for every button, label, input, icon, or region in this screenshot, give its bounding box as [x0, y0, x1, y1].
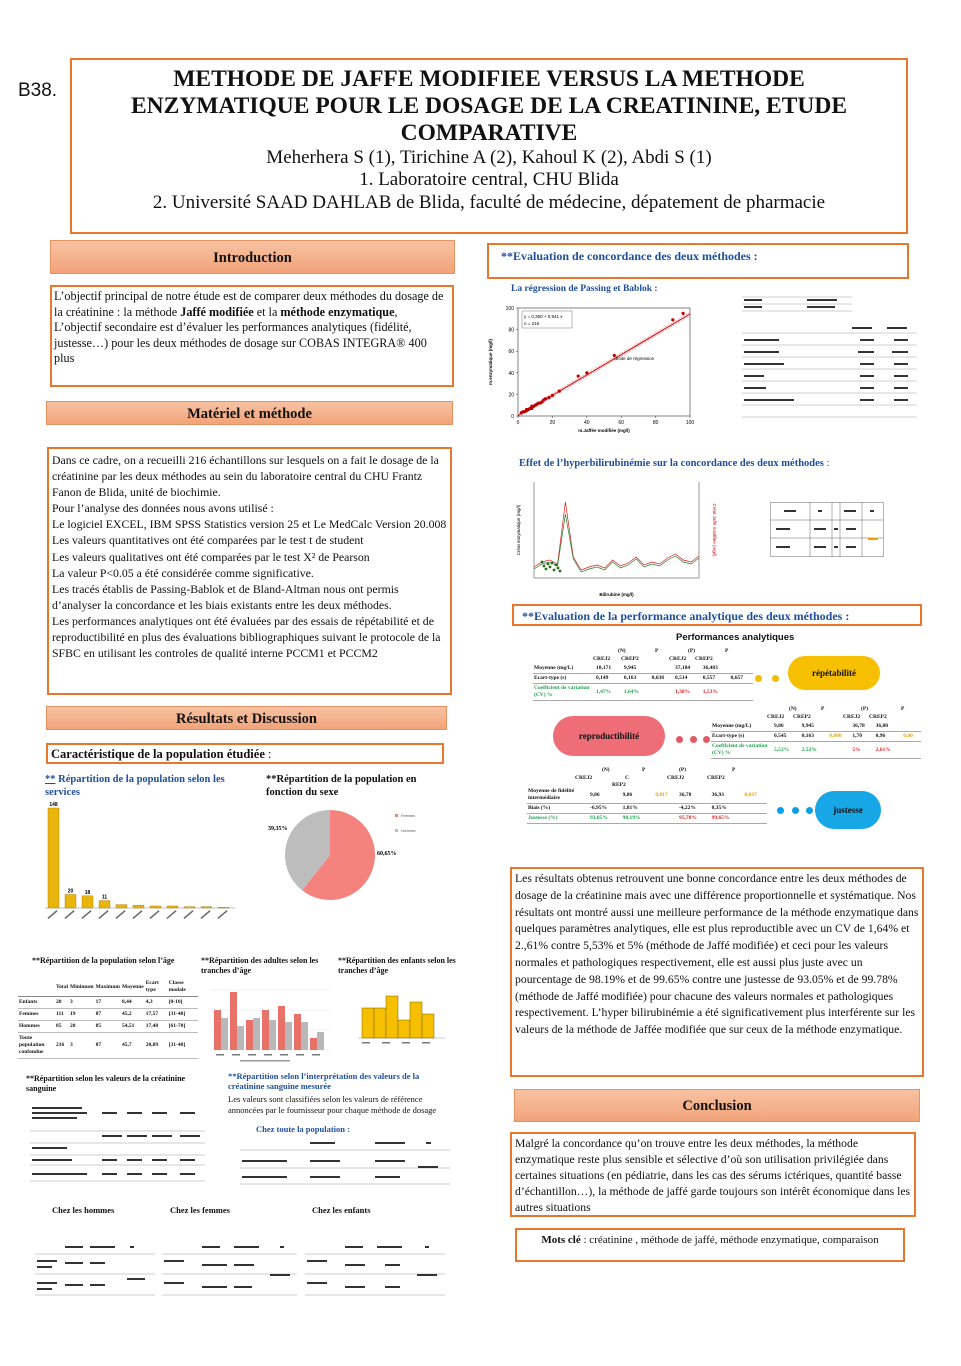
bar: [116, 905, 127, 908]
dot: [690, 736, 697, 743]
tick-label: [183, 910, 193, 919]
data-point: [559, 570, 562, 573]
data-point: [577, 374, 580, 377]
x-tick-label: 100: [685, 420, 695, 426]
table-cell: [651, 664, 674, 674]
tick-label: [200, 910, 210, 919]
bar-label: 148: [49, 802, 58, 808]
data-point: [551, 562, 554, 565]
table-cell: 0,557: [702, 674, 730, 684]
services-bar-chart: [40, 800, 240, 925]
conclusion-box: Malgré la concordance qu’on trouve entre les deux méthodes, la méthode enzymatique reste plus sensible et sélective d’où son utilisation privilégiée dans certaines situations (en pédiatrie, dans les cas des sérums ictériques, quantité basse d’échantillon…), la méthode de jaffé garde toujours son intérêt économique dans les autres situations: [510, 1132, 916, 1217]
bar: [167, 906, 178, 908]
table-row: [711, 732, 921, 742]
table-cell: 0,96: [875, 732, 903, 742]
title-box: [70, 58, 908, 234]
table-cell: [651, 684, 674, 701]
table-cell: 36,80: [875, 722, 903, 732]
tick-label: [64, 910, 74, 919]
table-row: [18, 1033, 198, 1059]
table-cell: 36,93: [711, 787, 744, 804]
table-cell: 99,65%: [711, 814, 744, 824]
data-point: [549, 566, 552, 569]
x-axis-label: Bilirubine (mg/l): [599, 592, 634, 597]
table-cell: [743, 814, 767, 824]
whole-pop-table: [240, 1138, 450, 1186]
data-point: [547, 563, 550, 566]
bar: [201, 907, 212, 908]
intro-heading: Introduction: [50, 240, 455, 274]
table-row: [18, 1021, 198, 1033]
bar-label: 20: [67, 888, 74, 895]
table-row: [18, 1009, 198, 1021]
intro-p2: L’objectif secondaire est d’évaluer les performances analytiques (fidélité, justesse…) pour les deux méthodes de dosage sur COBAS INTEGRA® 400 plus: [54, 320, 427, 366]
header-cell: Minimum: [69, 978, 95, 997]
table-cell: 1,70: [851, 732, 874, 742]
y-tick-label: 0: [511, 414, 514, 420]
table-cell: 2,61%: [875, 742, 903, 759]
data-point: [547, 396, 550, 399]
table-cell: 0,017: [654, 787, 678, 804]
table-cell: 8,44: [121, 997, 145, 1009]
justesse-cloud: justesse: [815, 791, 881, 829]
repeat-table: (N) P (P) P CREJ2 CREP2 CREJ2 CREP2 Moyenne (mg/L) 10,171 9,945 37,184 36,483 Ecart-type (s) 0,149 0,163 0,638 0,514 0,557 0,657 Coefficient de variation (CV) % 1,47% 1,64% 1,38% 1,53%: [533, 648, 753, 701]
tick-label: [402, 1042, 410, 1044]
table-cell: 85: [95, 1021, 121, 1033]
table-cell: Moyenne de fidélité intermédiaire: [527, 787, 589, 804]
table-cell: [828, 722, 851, 732]
poster-code: B38.: [18, 80, 58, 101]
interp-text: Les valeurs sont classifiées selon les valeurs de référence annoncées par le fournisseur pour chaque méthode de dosage: [228, 1094, 437, 1115]
tick-label: [149, 910, 159, 919]
table-row: [533, 664, 753, 674]
tick-label: [280, 1054, 288, 1056]
tick-label: [216, 1054, 224, 1056]
pb-stats-table: [742, 295, 917, 420]
data-point: [553, 569, 556, 572]
bar-femmes: [294, 1014, 301, 1050]
tick-label: [248, 1054, 256, 1056]
table-row: [711, 722, 921, 732]
dot: [676, 736, 683, 743]
table-cell: 0,638: [651, 674, 674, 684]
bar-hommes: [269, 1020, 276, 1050]
table-cell: -6,95%: [589, 804, 622, 814]
results-heading: Résultats et Discussion: [46, 706, 447, 730]
sex-title: **Répartition de la population en fonction du sexe: [266, 774, 417, 798]
table-cell: 45,7: [121, 1033, 145, 1059]
bar-femmes: [230, 992, 237, 1050]
header-cell: Classe modale: [168, 978, 198, 997]
table-cell: 9,945: [801, 722, 829, 732]
passing-bablok-chart: [482, 298, 704, 446]
data-point: [585, 371, 588, 374]
bar: [65, 894, 76, 908]
dot: [755, 675, 762, 682]
tick-label: [422, 1042, 430, 1044]
table-cell: 0,00: [902, 732, 921, 742]
table-cell: -4,22%: [678, 804, 711, 814]
table-cell: 9,86: [773, 722, 801, 732]
bili-stats-table: [770, 502, 890, 557]
tick-label: [312, 1054, 320, 1056]
bar-hommes: [301, 1022, 308, 1050]
table-cell: 20: [55, 997, 69, 1009]
bar-hommes: [237, 1026, 244, 1050]
bilirubin-chart: [512, 474, 722, 599]
legend-swatch: [395, 829, 398, 832]
population-heading-box: Caractéristique de la population étudiée :: [46, 743, 444, 764]
table-cell: 37,184: [674, 664, 702, 674]
bar: [386, 996, 398, 1038]
discussion-box: Les résultats obtenus retrouvent une bonne concordance entre les deux méthodes de dosage de la créatinine mais avec une différence proportionnelle et systématique. Nos résultats ont montré aussi une meilleure performance de la méthode enzymatique dans quelques paramètres analytiques, elle est plus reproductible avec un CV de 1,64% et 2.,61% contre 5,53% et 5% (méthode de Jaffé modifiée) et ceci pour les valeurs normales et pathologiques respectivement, elle est aussi plus juste avec un pourcentage de 98.19% et de 99.65% contre une justesse de 93.05% et de 99.78% (méthode de Jaffé modifiée) pour chacune des valeurs normales et pathologiques respectivement. L’hyper bilirubinémie a été significativement plus interférente sur les valeurs de la méthode de Jaffée modifiée que sur ceux de la méthode enzymatique.: [510, 867, 924, 1077]
table-cell: 10,171: [595, 664, 623, 674]
conclusion-heading: Conclusion: [514, 1089, 920, 1122]
dot: [792, 807, 799, 814]
table-cell: 19: [69, 1009, 95, 1021]
table-row: [527, 804, 767, 814]
table-cell: 20,89: [145, 1033, 168, 1059]
sex-pie-chart: [255, 800, 455, 910]
table-cell: 87: [95, 1009, 121, 1021]
adult-title: **Répartition des adultes selon les tranches d’âge: [201, 956, 319, 975]
table-row: [533, 684, 753, 701]
table-cell: 1,81%: [622, 804, 655, 814]
header-cell: Total: [55, 978, 69, 997]
table-cell: 3: [69, 1033, 95, 1059]
x-axis-label: m.Jaffée modifiée (mg/l): [578, 428, 630, 433]
bar: [82, 896, 93, 908]
tick-label: [47, 910, 57, 919]
slice-label: 60,65%: [377, 851, 397, 857]
bar: [133, 905, 144, 908]
men-label: Chez les hommes: [52, 1205, 115, 1215]
x-tick-label: 80: [652, 420, 659, 426]
table-cell: 5%: [851, 742, 874, 759]
tick-label: [115, 910, 125, 919]
table-cell: [902, 722, 921, 732]
table-cell: 9,86: [622, 787, 655, 804]
data-point: [555, 564, 558, 567]
x-tick-label: 60: [618, 420, 624, 426]
table-cell: Ecart-type (s): [533, 674, 595, 684]
regression-label: droite de régression: [614, 355, 655, 361]
data-point: [541, 561, 544, 564]
table-cell: 0,000: [828, 732, 851, 742]
table-cell: 36,78: [678, 787, 711, 804]
bili-title: Effet de l’hyperbilirubinémie sur la concordance des deux méthodes :: [519, 458, 830, 469]
tick-label: [382, 1042, 390, 1044]
bar-hommes: [285, 1022, 292, 1050]
table-cell: Justesse (%): [527, 814, 589, 824]
table-cell: [654, 814, 678, 824]
tick-label: [232, 1054, 240, 1056]
children-label: Chez les enfants: [312, 1205, 371, 1215]
bar: [398, 1020, 410, 1038]
header-cell: [18, 978, 55, 997]
table-row: [18, 997, 198, 1009]
table-cell: 111: [55, 1009, 69, 1021]
tick-label: [81, 910, 91, 919]
table-cell: 0,163: [801, 732, 829, 742]
creat-title: **Répartition selon les valeurs de la créatinine sanguine: [26, 1074, 186, 1093]
table-cell: 17: [95, 997, 121, 1009]
adult-bar-chart: [200, 980, 335, 1065]
affiliation-2: 2. Université SAAD DAHLAB de Blida, faculté de médecine, dépatement de pharmacie: [152, 192, 826, 213]
men-table: [35, 1242, 155, 1297]
table-cell: [31-40]: [168, 1009, 198, 1021]
bar-label: 18: [84, 889, 91, 896]
table-cell: 0,163: [623, 674, 651, 684]
justesse-table: (N) P (P) P CREJ2 C REP2 CREJ2 CREP2 Moyenne de fidélité intermédiaire 9,86 9,86 0,017 36,78 36,93 0,037 Biais (%) -6,95% 1,81% -4,22% 0,35% Justesse (%) 93,05% 98,19% 95,78% 99,65%: [527, 767, 767, 824]
legend-swatch: [395, 814, 398, 817]
table-cell: [61-70]: [168, 1021, 198, 1033]
bar-femmes: [310, 1038, 317, 1050]
child-title: **Répartition des enfants selon les tranches d’âge: [338, 956, 456, 975]
table-cell: 1,53%: [702, 684, 730, 701]
table-cell: 17,57: [145, 1009, 168, 1021]
data-point: [682, 312, 685, 315]
table-cell: 87: [95, 1033, 121, 1059]
slice-label: 39,35%: [268, 826, 288, 832]
table-cell: 3: [69, 997, 95, 1009]
women-label: Chez les femmes: [170, 1205, 230, 1215]
table-cell: [730, 664, 753, 674]
tick-label: [98, 910, 108, 919]
bar: [374, 1008, 386, 1038]
bar-hommes: [317, 1032, 324, 1050]
dot: [703, 736, 710, 743]
table-cell: 20: [69, 1021, 95, 1033]
methods-box: Dans ce cadre, on a recueilli 216 échantillons sur lesquels on a fait le dosage de la créatinine par les deux méthodes au sein du laboratoire central du CHU Frantz Fanon de Blida, unité de biochimie. Pour l’analyse des données nous avons utilisé : Le logiciel EXCEL, IBM SPSS Statistics version 25 et Le MedCalc Version 20.008 Les valeurs quantitatives ont été comparées par le test t de student Les valeurs qualitatives ont été comparées par le test X² de Pearson La valeur P<0.05 a été considérée comme significative. Les tracés établis de Passing-Bablok et de Bland-Altman nous ont permis d’analyser la concordance et les biais existants entre les deux méthodes. Les performances analytiques ont été évaluées par des essais de répétabilité et de reproductibilité en plus des évaluations bibliographiques suivant le protocole de la SFBC en utilisant les controles de qualité interne PCCM1 et PCCM2: [47, 447, 452, 695]
data-point: [671, 318, 674, 321]
tick-label: [132, 910, 142, 919]
bar-hommes: [221, 1018, 228, 1050]
table-cell: 0,35%: [711, 804, 744, 814]
intro-box: L’objectif principal de notre étude est de comparer deux méthodes du dosage de la créatinine : la méthode Jaffé modifiée et la méthode enzymatique, L’objectif secondaire est d’évaluer les performances analytiques (fidélité, justesse…) pour les deux méthodes de dosage sur COBAS INTEGRA® 400 plus: [50, 285, 454, 387]
y-axis-label-right: Créat Jaffé modifiée (mg/l): [712, 503, 717, 557]
table-cell: [31-40]: [168, 1033, 198, 1059]
header-cell: Moyenne: [121, 978, 145, 997]
data-point: [557, 567, 560, 570]
ci-lower: [518, 316, 690, 418]
bar-hommes: [253, 1018, 260, 1050]
table-cell: 98,19%: [622, 814, 655, 824]
age-title: **Répartition de la population selon l’âge: [32, 956, 175, 965]
table-cell: 9,86: [589, 787, 622, 804]
interp-title: **Répartition selon l’interprétation des valeurs de la créatinine sanguine mesurée: [228, 1071, 420, 1091]
affiliation-1: 1. Laboratoire central, CHU Blida: [359, 169, 619, 190]
y-axis-label-left: Créat enzymatique (mg/l): [516, 504, 521, 556]
bar-femmes: [214, 1010, 221, 1050]
methods-heading: Matériel et méthode: [46, 401, 453, 425]
y-tick-label: 80: [508, 327, 514, 334]
x-tick-label: 0: [516, 420, 520, 426]
table-cell: 0,514: [674, 674, 702, 684]
dot: [772, 675, 779, 682]
table-cell: Hommes: [18, 1021, 55, 1033]
x-tick-label: 40: [584, 420, 590, 426]
table-cell: Biais (%): [527, 804, 589, 814]
table-cell: 93,05%: [589, 814, 622, 824]
y-tick-label: 20: [508, 392, 514, 399]
keywords-box: Mots clé : créatinine , méthode de jaffé, méthode enzymatique, comparaison: [515, 1228, 905, 1262]
bar-femmes: [278, 1006, 285, 1050]
header-cell: Ecart type: [145, 978, 168, 997]
bar-femmes: [246, 1020, 253, 1050]
table-cell: 9,945: [623, 664, 651, 674]
table-cell: [902, 742, 921, 759]
table-cell: 2,52%: [801, 742, 829, 759]
tick-label: [264, 1054, 272, 1056]
dot: [777, 807, 784, 814]
table-cell: 45,2: [121, 1009, 145, 1021]
age-table: [18, 978, 198, 1059]
bar: [150, 906, 161, 908]
bar: [362, 1008, 374, 1038]
table-cell: [730, 684, 753, 701]
authors: Meherhera S (1), Tirichine A (2), Kahoul K (2), Abdi S (1): [266, 147, 712, 168]
data-point: [558, 390, 561, 393]
table-cell: 1,38%: [674, 684, 702, 701]
table-cell: [654, 804, 678, 814]
data-point: [545, 568, 548, 571]
passing-bablok-title: La régression de Passing et Bablok :: [511, 284, 658, 294]
table-cell: 95,78%: [678, 814, 711, 824]
table-cell: 36,78: [851, 722, 874, 732]
table-cell: 0,657: [730, 674, 753, 684]
table-row: [711, 742, 921, 759]
x-tick-label: 20: [549, 420, 556, 426]
data-point: [543, 565, 546, 568]
whole-pop-label: Chez toute la population :: [256, 1124, 350, 1134]
table-cell: [0-10]: [168, 997, 198, 1009]
bar-label: 11: [101, 894, 108, 901]
table-cell: Moyenne (mg/L): [711, 722, 773, 732]
legend-label: Femmes: [401, 814, 415, 818]
y-axis-label: m.enzymatique (mg/l): [488, 338, 493, 386]
table-cell: 1,47%: [595, 684, 623, 701]
bar: [48, 808, 59, 908]
sample-size: n = 216: [524, 321, 540, 326]
table-cell: Coefficient de variation (CV) %: [533, 684, 595, 701]
table-cell: Ecart-type (s): [711, 732, 773, 742]
bar: [99, 901, 110, 908]
data-point: [544, 397, 547, 400]
table-cell: Coefficient de variation (CV) %: [711, 742, 773, 759]
y-tick-label: 100: [505, 306, 514, 312]
table-cell: 0,149: [595, 674, 623, 684]
legend-label: Hommes: [401, 829, 416, 833]
table-cell: 1,64%: [623, 684, 651, 701]
equation: y = 0,350 + 0,941 x: [524, 314, 563, 319]
bar-femmes: [262, 1010, 269, 1050]
table-cell: [828, 742, 851, 759]
dot: [806, 807, 813, 814]
table-cell: 36,483: [702, 664, 730, 674]
repeatability-cloud: répétabilité: [788, 656, 880, 690]
bar: [184, 907, 195, 908]
bar: [410, 1002, 422, 1038]
bar: [422, 1014, 434, 1038]
table-cell: 54,51: [121, 1021, 145, 1033]
table-cell: Toute population confondue: [18, 1033, 55, 1059]
table-header: [18, 978, 198, 997]
children-table: [305, 1242, 445, 1297]
table-cell: 5,53%: [773, 742, 801, 759]
perf-heading-box: **Evaluation de la performance analytique des deux méthodes :: [512, 604, 922, 626]
tick-label: [362, 1042, 370, 1044]
table-cell: Moyenne (mg/L): [533, 664, 595, 674]
perf-title: Performances analytiques: [676, 632, 795, 643]
table-cell: 4,3: [145, 997, 168, 1009]
services-title: ** Répartition de la population selon les services: [45, 774, 225, 798]
legend: [240, 1060, 290, 1062]
data-point: [551, 394, 554, 397]
child-bar-chart: [350, 980, 450, 1055]
poster-title: METHODE DE JAFFE MODIFIEE VERSUS LA METHODE ENZYMATIQUE POUR LE DOSAGE DE LA CREATININE, ETUDE COMPARATIVE: [131, 66, 847, 146]
tick-label: [217, 910, 227, 919]
table-row: [527, 787, 767, 804]
bar: [218, 907, 229, 908]
header-cell: Maximum: [95, 978, 121, 997]
table-cell: Femmes: [18, 1009, 55, 1021]
table-cell: 0,037: [743, 787, 767, 804]
reproducibility-cloud: reproductibilité: [553, 716, 665, 756]
tick-label: [296, 1054, 304, 1056]
table-cell: 85: [55, 1021, 69, 1033]
table-row: [527, 814, 767, 824]
table-cell: Enfants: [18, 997, 55, 1009]
table-row: [533, 674, 753, 684]
y-tick-label: 60: [508, 349, 514, 356]
table-cell: 0,545: [773, 732, 801, 742]
women-table: [162, 1242, 297, 1297]
concordance-heading-box: **Evaluation de concordance des deux méthodes :: [487, 243, 909, 279]
creat-table: [30, 1103, 205, 1183]
table-cell: [743, 804, 767, 814]
y-tick-label: 40: [508, 370, 514, 377]
table-cell: 17,48: [145, 1021, 168, 1033]
table-cell: 216: [55, 1033, 69, 1059]
tick-label: [166, 910, 176, 919]
reprod-table: (N) P (P) P CREJ2 CREP2 CREJ2 CREP2 Moyenne (mg/L) 9,86 9,945 36,78 36,80 Ecart-type (s) 0,545 0,163 0,000 1,70 0,96 0,00 Coefficient de variation (CV) % 5,53% 2,52% 5% 2,61%: [711, 706, 921, 759]
